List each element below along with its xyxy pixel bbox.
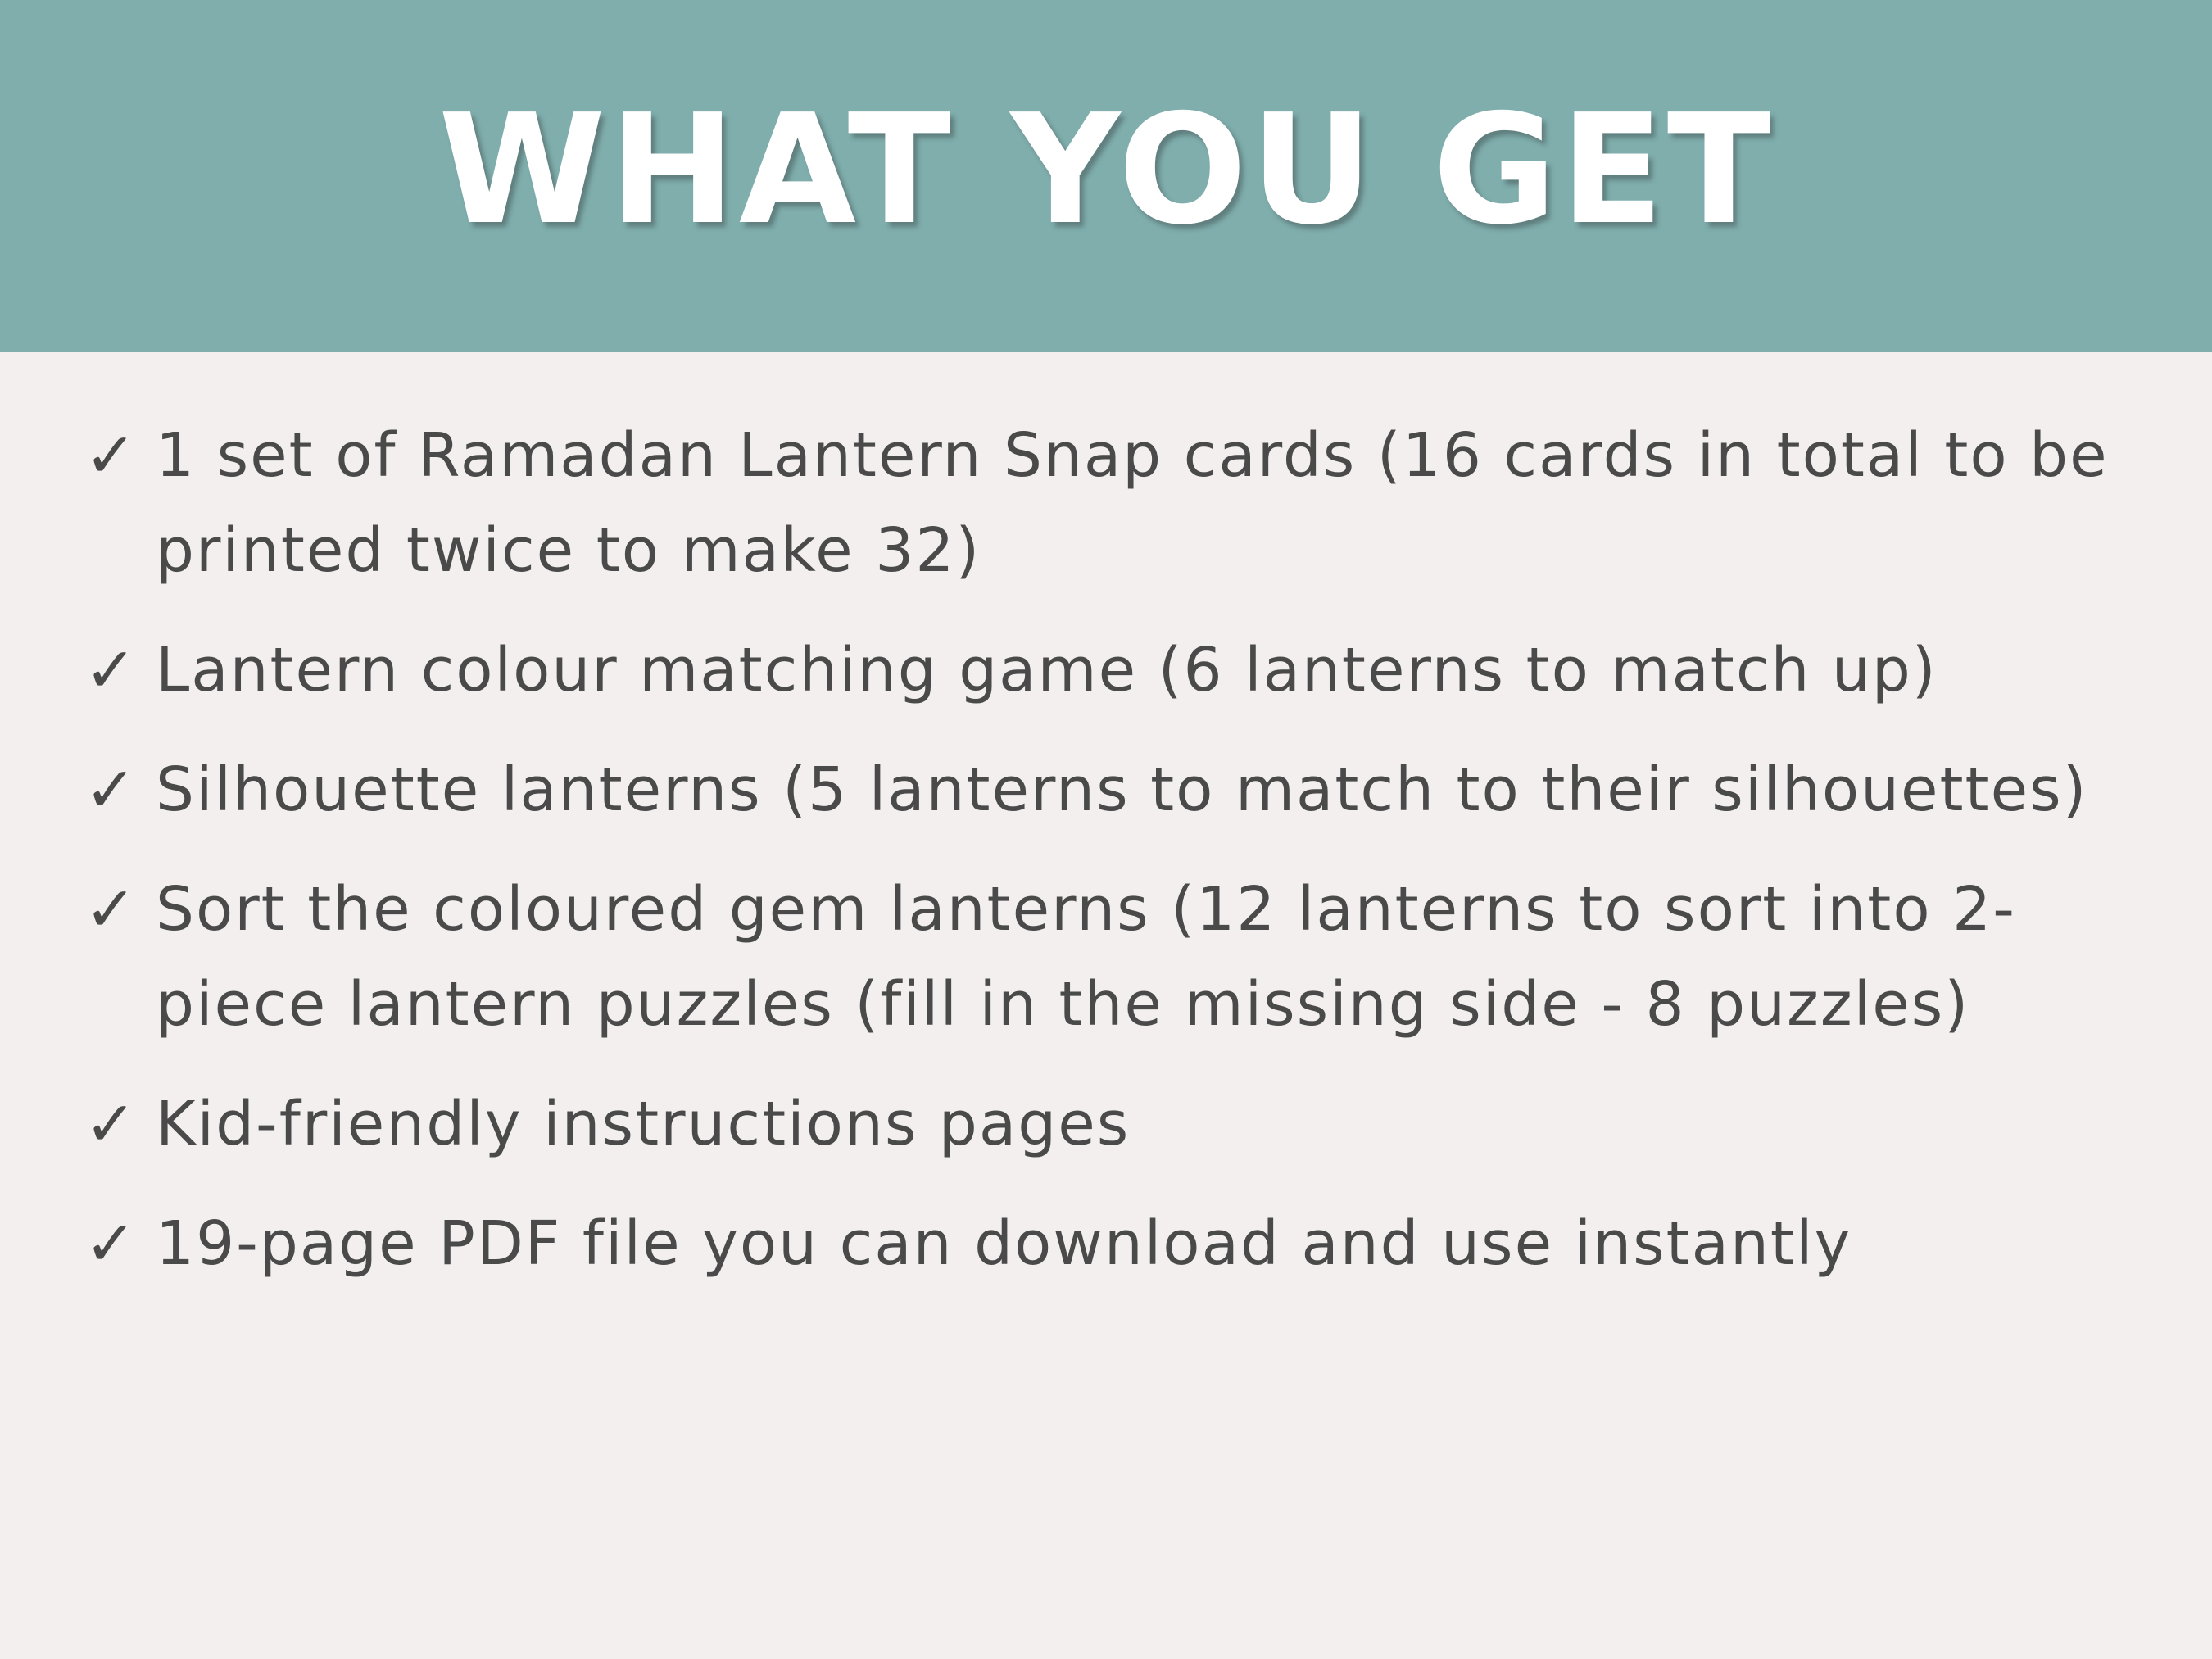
list-item xyxy=(0,408,2212,598)
checkmark-icon: ✓ xyxy=(84,753,138,826)
checkmark-icon: ✓ xyxy=(84,1087,138,1160)
list-item-text: Lantern colour matching game (6 lanterns to match up) xyxy=(156,635,1938,705)
list-item-text: Kid-friendly instructions pages xyxy=(156,1089,1131,1159)
checkmark-icon: ✓ xyxy=(84,633,138,706)
checkmark-icon: ✓ xyxy=(84,419,138,492)
list-item-text: Sort the coloured gem lanterns (12 lanterns to sort into 2-piece lantern puzzles (fill in the missing side - 8 puzzles) xyxy=(156,874,2016,1040)
header-banner xyxy=(0,0,2212,352)
page-title: WHAT YOU GET xyxy=(438,80,1774,258)
list-item-text: 19-page PDF file you can download and use instantly xyxy=(156,1208,1852,1279)
list-item-text: Silhouette lanterns (5 lanterns to match to their silhouettes) xyxy=(156,755,2088,825)
checkmark-icon: ✓ xyxy=(84,1207,138,1280)
checkmark-icon: ✓ xyxy=(84,873,138,945)
list-item xyxy=(0,623,2212,718)
list-item xyxy=(0,1196,2212,1291)
list-item xyxy=(0,1077,2212,1172)
list-item xyxy=(0,862,2212,1052)
list-item xyxy=(0,742,2212,837)
list-item-text: 1 set of Ramadan Lantern Snap cards (16 cards in total to be printed twice to make 32) xyxy=(156,420,2109,586)
feature-list xyxy=(0,408,2212,1316)
